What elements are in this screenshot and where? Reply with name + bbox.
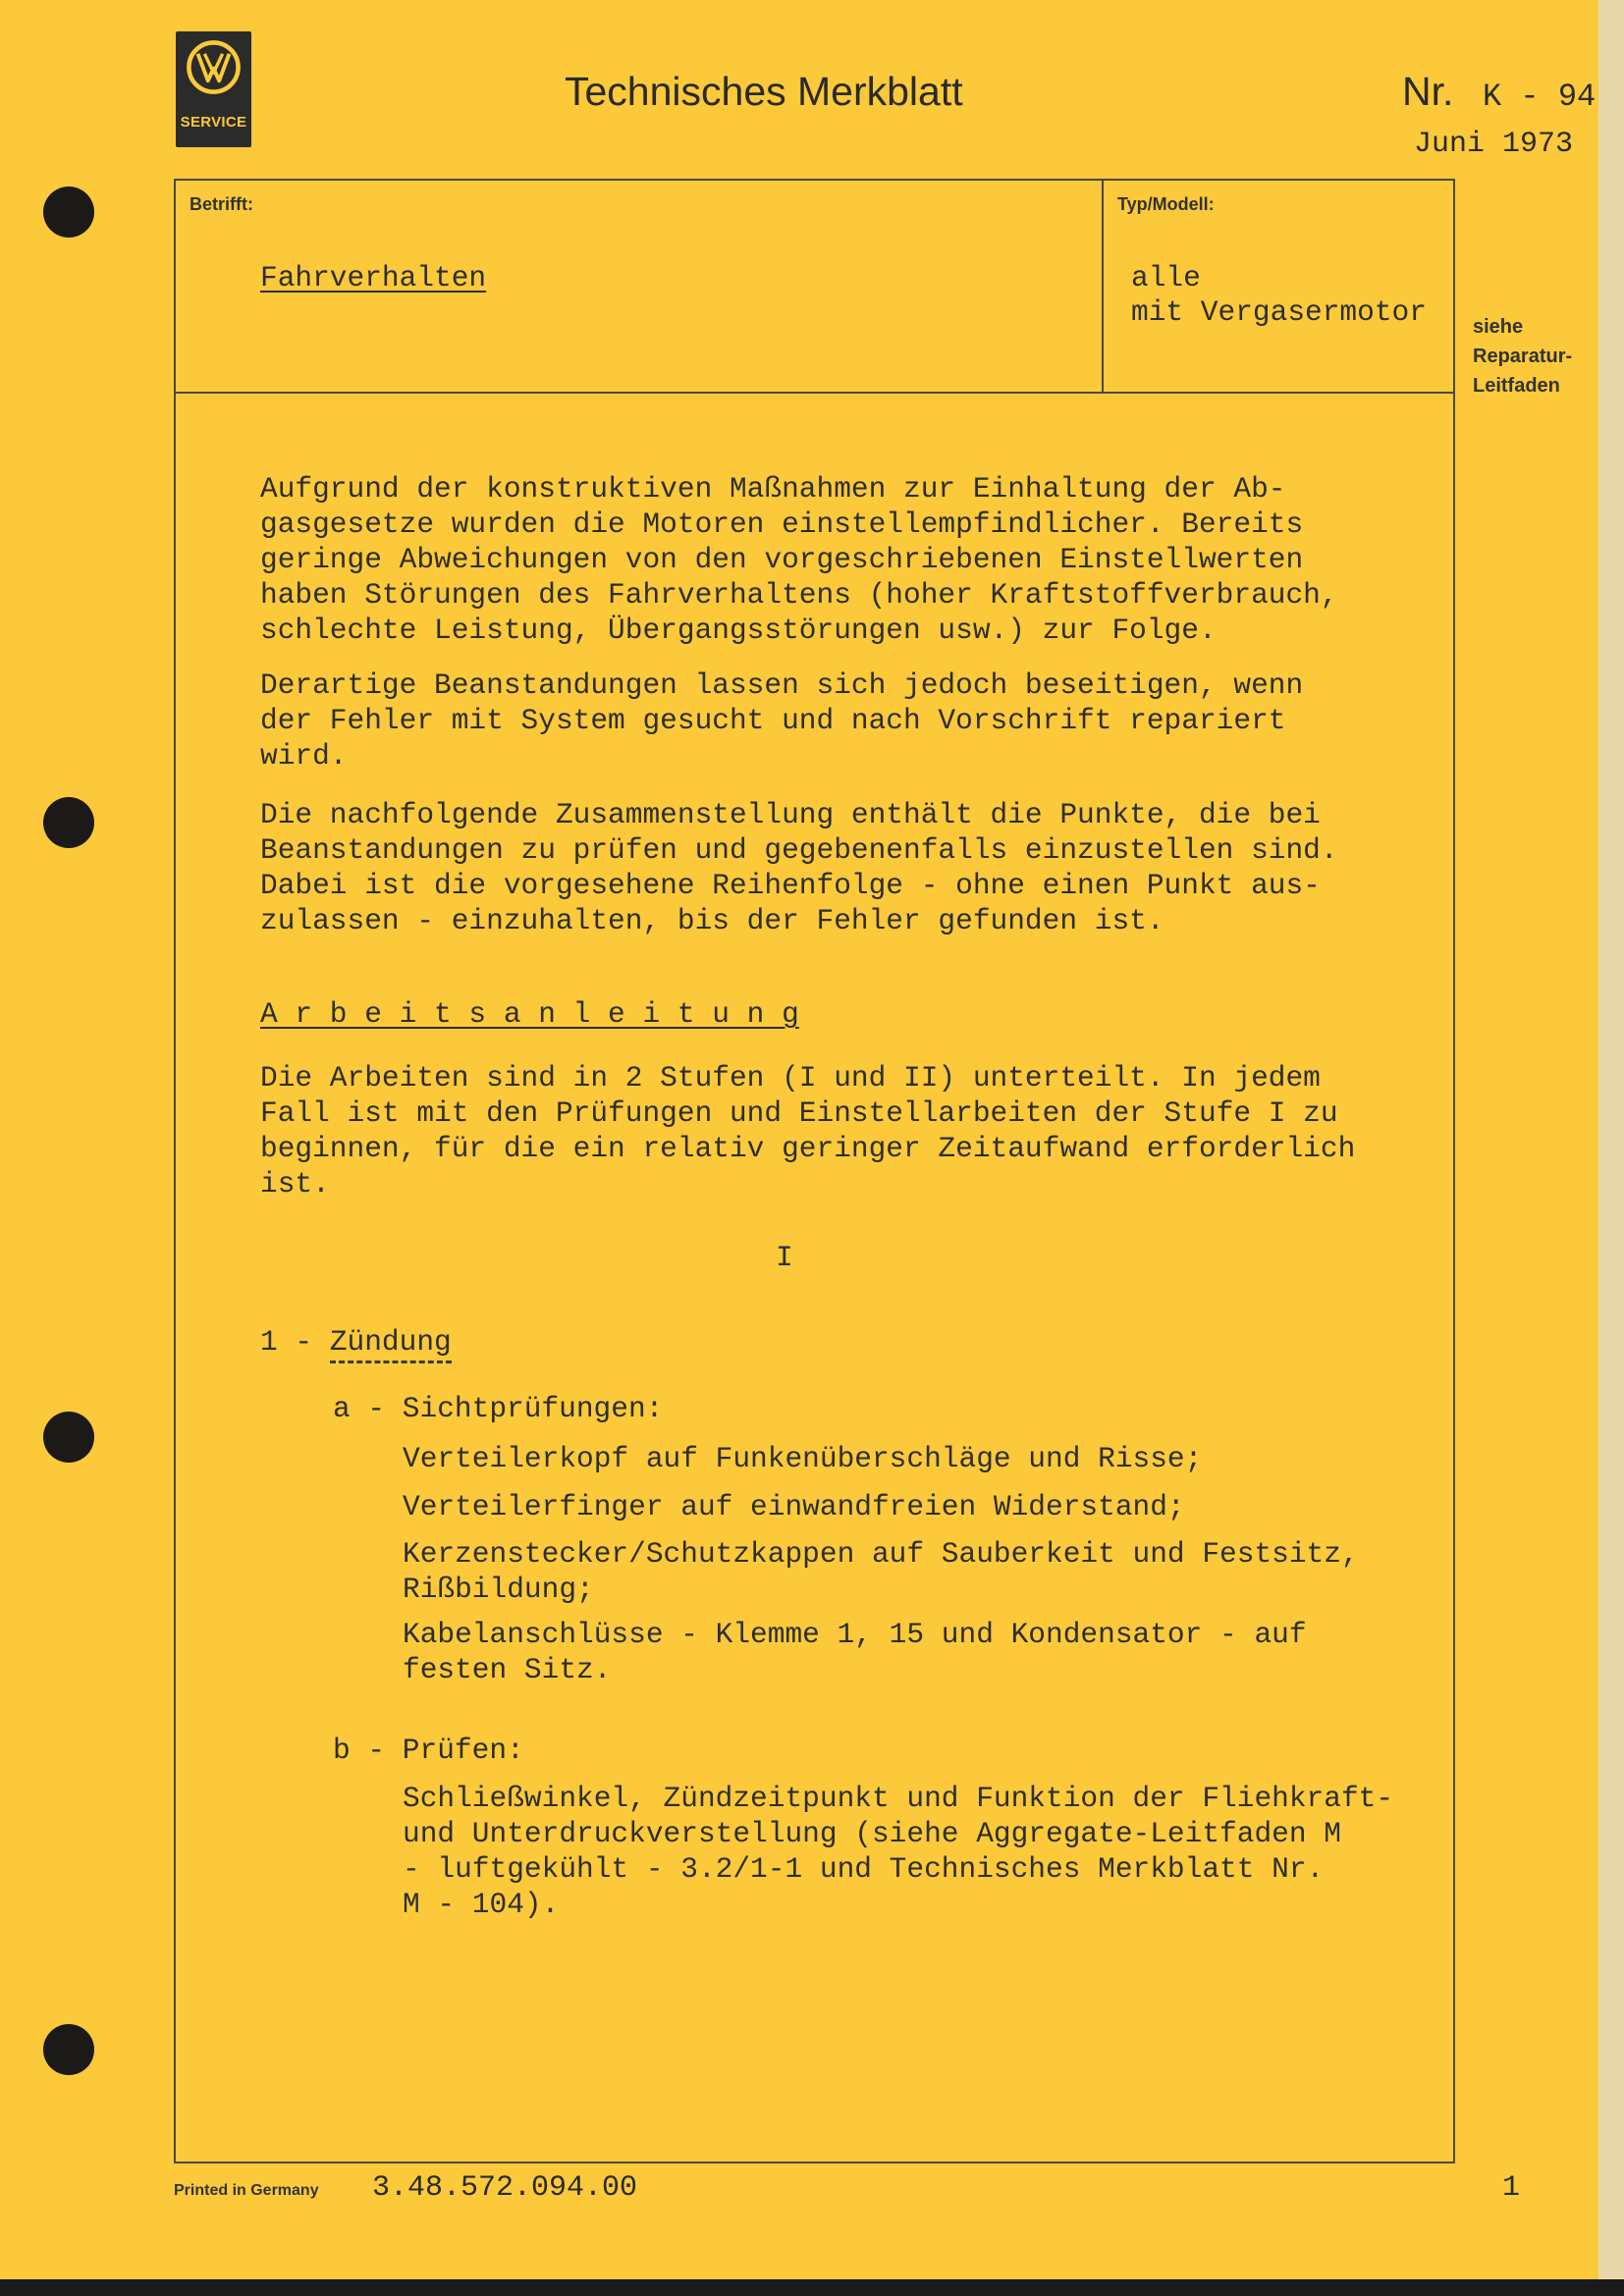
- side-note-line: siehe: [1473, 316, 1524, 338]
- logo-service-text: SERVICE: [180, 114, 247, 131]
- document-date: Juni 1973: [1414, 128, 1574, 161]
- paragraph-intro: Aufgrund der konstruktiven Maßnahmen zur Einhaltung der Ab- gasgesetze wurden die Motoren einstellempfindlicher. Bereits geringe Abweichungen von den vorgeschriebenen Einstellwerten haben Störungen des Fahrverhaltens (hoher Kraftstoffverbrauch, schlechte Leistung, Übergangsstörungen usw.) zur Folge.: [260, 472, 1338, 647]
- printed-in-germany: Printed in Germany: [174, 2182, 319, 2199]
- scan-border: [0, 2279, 1624, 2296]
- paper-edge: [1598, 0, 1624, 2296]
- check-item: Verteilerfinger auf einwandfreien Widerstand;: [403, 1490, 1185, 1523]
- side-note-line: Leitfaden: [1473, 375, 1560, 397]
- visual-checks-label: a - Sichtprüfungen:: [333, 1392, 664, 1425]
- box-divider: [1102, 179, 1104, 394]
- punch-hole: [43, 2024, 94, 2075]
- header-divider: [174, 392, 1455, 394]
- section-heading: A r b e i t s a n l e i t u n g: [260, 997, 799, 1031]
- page-number: 1: [1502, 2171, 1521, 2205]
- paragraph-sequence: Die nachfolgende Zusammenstellung enthält die Punkte, die bei Beanstandungen zu prüfen und gegebenenfalls einzustellen sind. Dabei ist die vorgesehene Reihenfolge - ohne einen Punkt aus- zulassen - einzuhalten, bis der Fehler gefunden ist.: [260, 798, 1338, 937]
- model-value-line2: mit Vergasermotor: [1131, 295, 1427, 329]
- document-title: Technisches Merkblatt: [565, 69, 963, 114]
- number-label: Nr.: [1402, 69, 1454, 114]
- betrifft-label: Betrifft:: [189, 194, 253, 214]
- number-value: K - 94: [1483, 79, 1597, 115]
- model-value-line1: alle: [1131, 261, 1201, 294]
- subject-value: Fahrverhalten: [260, 261, 487, 294]
- item-title: Zündung: [330, 1325, 452, 1363]
- punch-hole: [43, 187, 94, 238]
- test-text: Schließwinkel, Zündzeitpunkt und Funktion der Fliehkraft- und Unterdruckverstellung (siehe Aggregate-Leitfaden M - luftgekühlt - 3.2/1-1 und Technisches Merkblatt Nr. M - 104).: [403, 1782, 1394, 1921]
- check-item: Verteilerkopf auf Funkenüberschläge und Risse;: [403, 1442, 1203, 1475]
- vw-service-logo: [176, 31, 251, 147]
- paragraph-complaints: Derartige Beanstandungen lassen sich jedoch beseitigen, wenn der Fehler mit System gesucht und nach Vorschrift repariert wird.: [260, 668, 1304, 773]
- punch-hole: [43, 797, 94, 848]
- test-label: b - Prüfen:: [333, 1734, 524, 1767]
- side-note-line: Reparatur-: [1473, 346, 1573, 367]
- stage-label: I: [776, 1241, 793, 1274]
- section-intro: Die Arbeiten sind in 2 Stufen (I und II) unterteilt. In jedem Fall ist mit den Prüfungen und Einstellarbeiten der Stufe I zu beginnen, für die ein relativ geringer Zeitaufwand erforderlich ist.: [260, 1061, 1356, 1201]
- punch-hole: [43, 1412, 94, 1463]
- check-item: Kabelanschlüsse - Klemme 1, 15 und Kondensator - auf festen Sitz.: [403, 1618, 1307, 1686]
- vw-emblem-icon: [186, 39, 242, 95]
- check-item: Kerzenstecker/Schutzkappen auf Sauberkeit und Festsitz, Rißbildung;: [403, 1537, 1359, 1606]
- footer-code: 3.48.572.094.00: [372, 2171, 638, 2205]
- item-heading: [260, 1325, 452, 1359]
- item-number: 1 -: [260, 1325, 330, 1359]
- typ-label: Typ/Modell:: [1117, 194, 1215, 214]
- side-note: [1473, 312, 1572, 400]
